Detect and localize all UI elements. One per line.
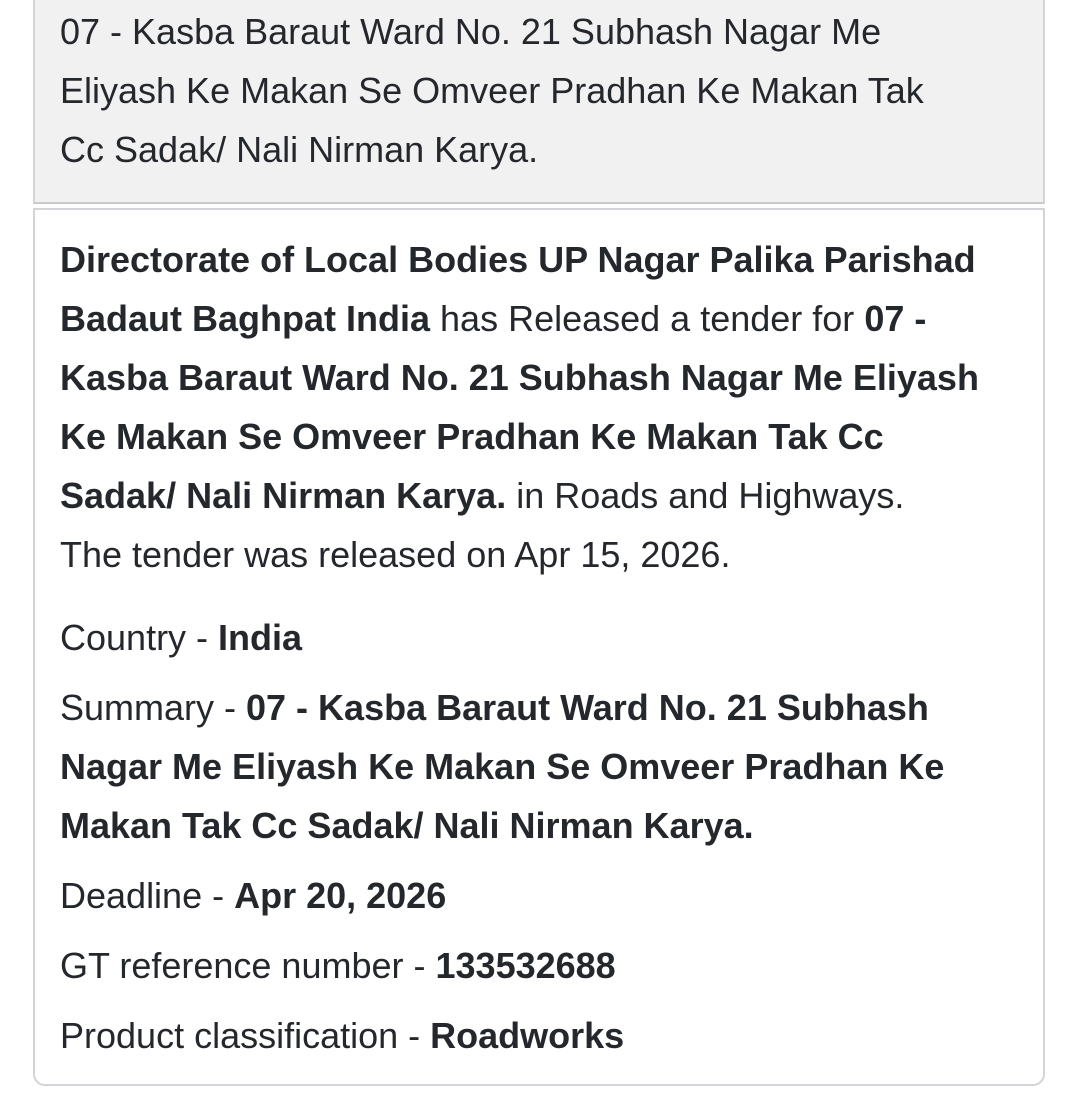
summary-value: Makan Tak Cc Sadak/ Nali Nirman Karya. (60, 805, 754, 846)
intro-line: Sadak/ Nali Nirman Karya. in Roads and Highways. (60, 475, 905, 516)
product-classification-value: Roadworks (430, 1015, 625, 1056)
summary-value: 07 - Kasba Baraut Ward No. 21 Subhash (246, 687, 929, 728)
tender-title-line: Cc Sadak/ Nali Nirman Karya. (60, 129, 539, 170)
intro-line: Kasba Baraut Ward No. 21 Subhash Nagar Me Eliyash (60, 357, 979, 398)
intro-line: Badaut Baghpat India has Released a tender for 07 - (60, 298, 927, 339)
tender-title-line: 07 - Kasba Baraut Ward No. 21 Subhash Nagar Me (60, 11, 882, 52)
summary-row (60, 678, 1018, 855)
intro-line: Ke Makan Se Omveer Pradhan Ke Makan Tak Cc (60, 416, 884, 457)
gt-reference-row (60, 936, 1018, 995)
deadline-value: Apr 20, 2026 (234, 875, 447, 916)
tender-title-card (33, 0, 1045, 204)
deadline-row (60, 866, 1018, 925)
summary-label: Summary - (60, 687, 247, 728)
gt-reference-label: GT reference number - (60, 945, 436, 986)
country-label: Country - (60, 617, 219, 658)
summary-value: Nagar Me Eliyash Ke Makan Se Omveer Pradhan Ke (60, 746, 945, 787)
tender-description-card (33, 208, 1045, 1086)
product-classification-row (60, 1006, 1018, 1065)
deadline-label: Deadline - (60, 875, 235, 916)
intro-line: The tender was released on Apr 15, 2026. (60, 534, 731, 575)
country-row (60, 608, 1018, 667)
country-value: India (218, 617, 303, 658)
gt-reference-value: 133532688 (435, 945, 616, 986)
product-classification-label: Product classification - (60, 1015, 431, 1056)
tender-intro-paragraph (60, 230, 1018, 584)
tender-title-line: Eliyash Ke Makan Se Omveer Pradhan Ke Makan Tak (60, 70, 924, 111)
intro-line: Directorate of Local Bodies UP Nagar Palika Parishad (60, 239, 976, 280)
